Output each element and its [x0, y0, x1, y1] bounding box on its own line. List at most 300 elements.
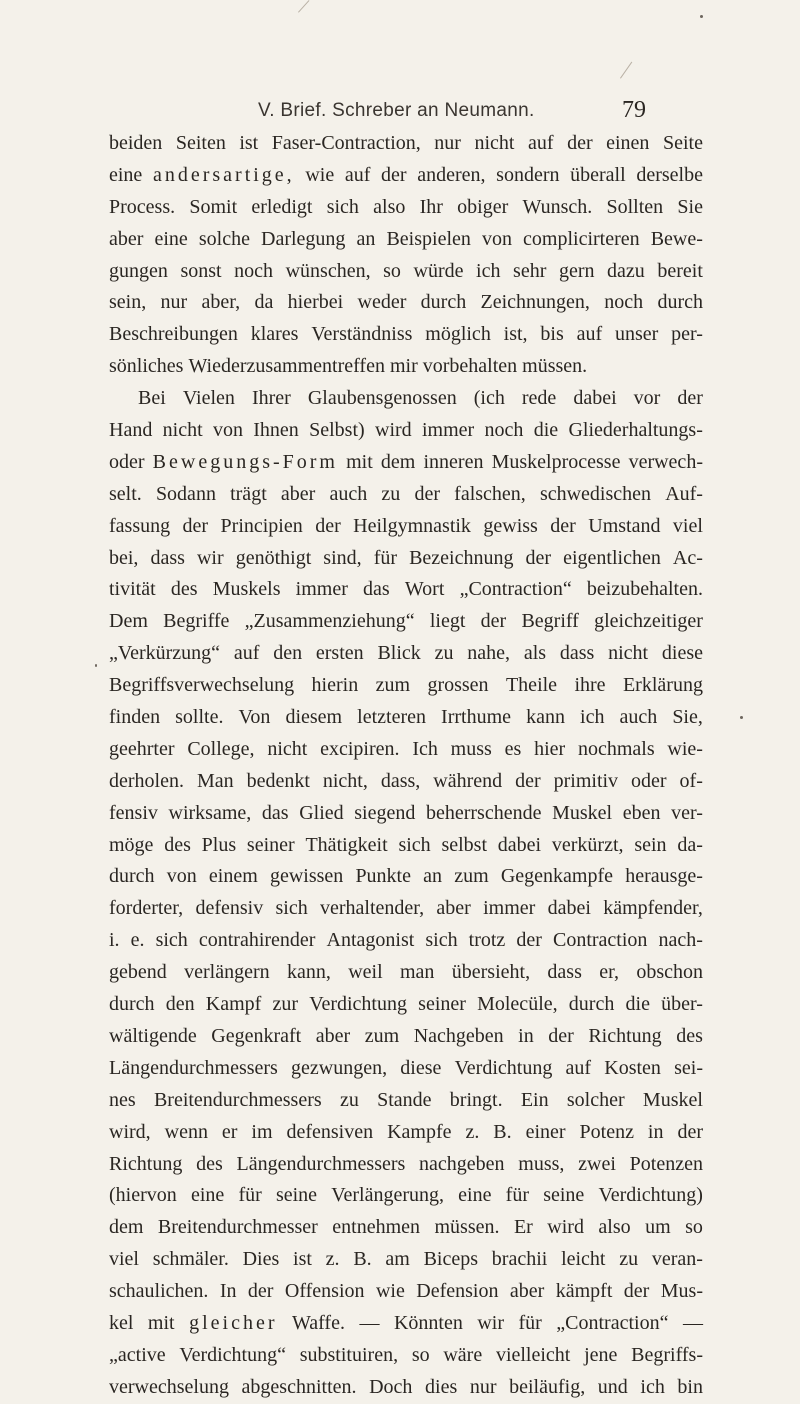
- word: seiner: [246, 833, 295, 856]
- word: dazu: [607, 259, 645, 282]
- word: Molecüle,: [477, 993, 558, 1016]
- word: Verständniss: [311, 323, 413, 346]
- word: B.: [493, 1120, 512, 1143]
- word: durch: [657, 291, 703, 314]
- word: nahe,: [467, 642, 511, 665]
- word: ist: [293, 1248, 312, 1271]
- word: verlängern: [184, 961, 270, 984]
- word: grossen: [427, 674, 489, 697]
- word: „Verkürzung“: [109, 642, 221, 665]
- word: hierbei: [287, 291, 344, 314]
- word: der: [623, 1280, 650, 1303]
- word: sind,: [323, 546, 362, 569]
- word: Potenzen: [629, 1152, 703, 1175]
- word: der: [515, 769, 541, 792]
- word: durch: [568, 993, 615, 1016]
- word: sönliches: [109, 355, 184, 378]
- word: forderter,: [109, 897, 184, 920]
- text-line: [109, 1053, 703, 1085]
- word: Theile: [505, 674, 558, 697]
- word: Wort: [404, 578, 445, 601]
- word: für: [238, 1184, 262, 1207]
- word: immer: [421, 419, 475, 442]
- word: Offension: [284, 1280, 365, 1303]
- word: als: [523, 642, 547, 665]
- word: bringt.: [449, 1088, 503, 1111]
- word: einem: [208, 865, 258, 888]
- word: liegt: [429, 610, 466, 633]
- word: dabei: [573, 387, 617, 410]
- word: aber: [280, 482, 316, 505]
- word: er: [221, 1120, 238, 1143]
- word: an: [423, 865, 443, 888]
- text-line: [109, 1276, 703, 1308]
- word: wäre: [443, 1343, 483, 1366]
- text-line: [109, 1340, 703, 1372]
- word: müssen.: [522, 355, 588, 378]
- word: Muskels: [212, 578, 281, 601]
- word: Verdichtung: [454, 1056, 553, 1079]
- word: muss,: [518, 1152, 565, 1175]
- word: einen: [606, 132, 650, 154]
- word: klares: [250, 323, 299, 346]
- text-line: [109, 734, 703, 766]
- word: (ich: [473, 387, 505, 410]
- word: es: [504, 737, 522, 760]
- word: zu: [619, 1248, 639, 1271]
- word: Hand: [109, 419, 153, 442]
- word: B.: [353, 1248, 372, 1271]
- word: of-: [679, 769, 703, 792]
- word: diese: [661, 642, 703, 665]
- word: in: [518, 1024, 534, 1047]
- word: der: [182, 514, 209, 537]
- word: nur: [160, 291, 188, 314]
- word: noch: [484, 419, 524, 442]
- word: Doch: [369, 1375, 413, 1398]
- word: Ihrer: [251, 387, 291, 410]
- word: zum: [454, 865, 489, 888]
- word: noch: [234, 259, 274, 282]
- word: sein: [634, 833, 667, 856]
- word: der: [677, 1120, 703, 1143]
- word: trotz: [468, 929, 506, 952]
- word: ihre: [574, 674, 606, 697]
- word: die: [625, 993, 650, 1016]
- word: das: [363, 578, 390, 601]
- word: nur: [469, 1375, 497, 1398]
- word: da: [254, 291, 274, 314]
- text-line: [109, 670, 703, 702]
- word: wie: [305, 163, 335, 186]
- word: Längendurchmessers: [109, 1056, 278, 1079]
- word: jene: [584, 1343, 618, 1366]
- word: seine: [543, 1184, 585, 1207]
- word: seiner: [418, 993, 466, 1016]
- word: man: [399, 961, 435, 984]
- word: Muskel: [642, 1088, 703, 1111]
- word: Irrthume: [441, 706, 512, 729]
- word: ich: [640, 1375, 665, 1398]
- word: auf: [576, 323, 603, 346]
- word: z.: [325, 1248, 340, 1271]
- text-line: [109, 1149, 703, 1181]
- word: durch: [420, 291, 467, 314]
- word: der: [677, 387, 703, 410]
- word: sich: [326, 195, 359, 218]
- word: Längendurchmessers: [236, 1152, 406, 1175]
- word: Seiten: [175, 132, 226, 154]
- word: i.: [109, 929, 120, 952]
- word: falschen,: [454, 482, 526, 505]
- text-line: [109, 447, 703, 479]
- word: Punkte: [355, 865, 411, 888]
- word: viel: [109, 1248, 139, 1271]
- word: das: [261, 801, 289, 824]
- word: verhaltender,: [319, 897, 425, 920]
- text-line: [109, 1372, 703, 1404]
- text-line: [109, 893, 703, 925]
- word: entnehmen: [332, 1216, 421, 1239]
- word: Muskel: [552, 801, 613, 824]
- text-line: [109, 1021, 703, 1053]
- word: obschon: [636, 961, 703, 984]
- word: e.: [130, 929, 145, 952]
- text-line: [109, 224, 703, 256]
- text-line: [109, 1085, 703, 1117]
- word: Vielen: [182, 387, 235, 410]
- word: dass: [547, 961, 582, 984]
- word: so: [685, 1216, 703, 1239]
- word: dass,: [380, 769, 421, 792]
- word: aber: [436, 897, 471, 920]
- word: von: [166, 865, 197, 888]
- word: Man: [196, 769, 234, 792]
- word: weder: [357, 291, 407, 314]
- pencil-mark: [298, 0, 309, 13]
- word: beizubehalten.: [586, 578, 703, 601]
- word: zum: [364, 1024, 400, 1047]
- word: beiden: [109, 132, 163, 154]
- word: Ihr: [419, 195, 443, 218]
- word: der: [525, 546, 552, 569]
- word: Bezeichnung: [409, 546, 514, 569]
- word: dabei: [547, 897, 591, 920]
- word: nur: [434, 132, 461, 154]
- word: selt.: [109, 482, 142, 505]
- word: obiger: [457, 195, 509, 218]
- word: genöthigt: [235, 546, 312, 569]
- word: eine: [154, 227, 188, 250]
- word: kämpft: [555, 1280, 613, 1303]
- word: nicht: [474, 132, 515, 154]
- word: den: [165, 993, 195, 1016]
- word: auf: [565, 1056, 592, 1079]
- word: Dem: [109, 610, 148, 633]
- word: dass: [559, 642, 595, 665]
- word: für: [518, 1311, 542, 1334]
- word: Gegenkampfe: [500, 865, 614, 888]
- word: den: [273, 642, 303, 665]
- word: „Zusammenziehung“: [244, 610, 415, 633]
- word: sehr: [513, 259, 547, 282]
- word: In: [219, 1280, 237, 1303]
- word: veran-: [651, 1248, 703, 1271]
- word: der: [315, 514, 341, 537]
- word: leicht: [561, 1248, 606, 1271]
- pencil-mark: [620, 62, 632, 79]
- word: gewissen: [269, 865, 344, 888]
- word: derselbe: [636, 163, 703, 186]
- word: tivität: [109, 578, 156, 601]
- word: nach-: [658, 929, 703, 952]
- word: müssen.: [434, 1216, 500, 1239]
- word: (hiervon: [109, 1184, 177, 1207]
- word: sein,: [109, 291, 147, 314]
- word: Ihnen: [253, 419, 299, 442]
- word: gungen: [109, 259, 168, 282]
- word: mit: [147, 1311, 175, 1334]
- word: complicirteren: [523, 227, 640, 250]
- word: selbst: [441, 833, 488, 856]
- word: Somit: [189, 195, 238, 218]
- word: verwech-: [628, 450, 703, 473]
- word: zu: [434, 642, 454, 665]
- word: schaulichen.: [109, 1280, 209, 1303]
- word: muss: [450, 737, 492, 760]
- word: Beschreibungen: [109, 323, 238, 346]
- text-line: [109, 1117, 703, 1149]
- word: würde: [413, 259, 464, 282]
- word: Darlegung: [261, 227, 346, 250]
- word: gebend: [109, 961, 167, 984]
- word: dies: [425, 1375, 458, 1398]
- word: Seite: [662, 132, 703, 154]
- word: bei,: [109, 546, 139, 569]
- word: des: [170, 578, 198, 601]
- word: Bewe-: [650, 227, 703, 250]
- word: Breitendurchmesser: [157, 1216, 318, 1239]
- word: dass: [150, 546, 185, 569]
- word: Breitendurchmessers: [153, 1088, 322, 1111]
- word: Faser-Contraction,: [271, 132, 421, 154]
- word: der: [550, 514, 576, 537]
- word: nicht: [267, 737, 308, 760]
- word: wünschen,: [285, 259, 371, 282]
- text-line: [109, 1212, 703, 1244]
- word: wird: [375, 419, 412, 442]
- word: wirksame,: [168, 801, 252, 824]
- text-line: [109, 415, 703, 447]
- paper-speck: [95, 664, 97, 667]
- word: Verdichtung: [309, 993, 407, 1016]
- word: überall: [570, 163, 626, 186]
- word: Muskelprocesse: [491, 450, 621, 473]
- text-line: [109, 989, 703, 1021]
- word: sei-: [674, 1056, 703, 1079]
- word: der: [567, 132, 593, 154]
- word: Umstand: [588, 514, 661, 537]
- word: sich: [425, 929, 458, 952]
- word: kann: [526, 706, 565, 729]
- word: wir: [477, 1311, 504, 1334]
- word: dabei: [497, 833, 542, 856]
- word: Defension: [416, 1280, 499, 1303]
- word: Richtung: [109, 1152, 183, 1175]
- word: trägt: [230, 482, 267, 505]
- text-line: [109, 319, 703, 351]
- word: ich: [580, 706, 605, 729]
- word: bereit: [657, 259, 703, 282]
- text-line: [109, 702, 703, 734]
- word: nachgeben: [419, 1152, 505, 1175]
- word: Richtung: [588, 1024, 662, 1047]
- word: kämpfender,: [603, 897, 703, 920]
- word: Principien: [220, 514, 303, 537]
- word: Contraction: [552, 929, 648, 952]
- word: oder: [631, 769, 667, 792]
- word: über-: [661, 993, 703, 1016]
- word: Glied: [299, 801, 344, 824]
- word: nochmals: [577, 737, 655, 760]
- word: um: [645, 1216, 671, 1239]
- word: Könnten: [393, 1311, 463, 1334]
- word: der: [414, 482, 440, 505]
- word: durch: [109, 993, 155, 1016]
- word: sich: [155, 929, 188, 952]
- word: „active: [109, 1343, 166, 1366]
- word: schwedischen: [539, 482, 652, 505]
- text-line: [109, 511, 703, 543]
- word: Bei: [138, 387, 166, 410]
- word: Antagonist: [326, 929, 415, 952]
- word: „Contraction“: [556, 1311, 669, 1334]
- word: substituiren,: [299, 1343, 399, 1366]
- word: rede: [521, 387, 557, 410]
- word: sondern: [496, 163, 560, 186]
- word: herausge-: [625, 865, 703, 888]
- word: die: [533, 419, 559, 442]
- word: noch: [604, 291, 644, 314]
- word: Verdichtung): [598, 1184, 703, 1207]
- word: eine: [109, 163, 143, 186]
- word: eigentlichen: [563, 546, 661, 569]
- word: der: [548, 1024, 574, 1047]
- text-line: [109, 543, 703, 575]
- word: contrahirender: [198, 929, 316, 952]
- word: Biceps: [423, 1248, 479, 1271]
- word: mir: [389, 355, 418, 378]
- word: Begriffs-: [631, 1343, 703, 1366]
- word: zum: [375, 674, 411, 697]
- text-line: [109, 925, 703, 957]
- word: Kampf: [205, 993, 262, 1016]
- word: Thätigkeit: [305, 833, 388, 856]
- word: Process.: [109, 195, 176, 218]
- word: dem: [109, 1216, 144, 1239]
- word: per-: [671, 323, 703, 346]
- word: finden: [109, 706, 161, 729]
- word: Plus: [201, 833, 237, 856]
- word: einer: [525, 1120, 566, 1143]
- word: des: [164, 833, 191, 856]
- word: unser: [614, 323, 659, 346]
- word: sonst: [180, 259, 222, 282]
- word: Potenz: [579, 1120, 634, 1143]
- word: aber,: [201, 291, 241, 314]
- word: excipiren.: [320, 737, 400, 760]
- word: „Contraction“: [459, 578, 572, 601]
- word: auch: [619, 706, 658, 729]
- text-line: [109, 606, 703, 638]
- page-number: 79: [622, 97, 646, 123]
- word: Verlängerung,: [331, 1184, 444, 1207]
- text-line: [109, 861, 703, 893]
- word: Zeichnungen,: [480, 291, 590, 314]
- word: Wiederzusammentreffen: [188, 355, 385, 378]
- word: andersartige,: [152, 163, 295, 186]
- word: hierin: [311, 674, 359, 697]
- word: mit: [346, 450, 373, 473]
- word: Begriff: [521, 610, 579, 633]
- word: eine: [458, 1184, 492, 1207]
- word: diesem: [285, 706, 343, 729]
- word: ver-: [671, 801, 703, 824]
- word: von: [212, 419, 243, 442]
- word: Stande: [377, 1088, 432, 1111]
- word: wird: [547, 1216, 584, 1239]
- word: wie-: [667, 737, 703, 760]
- word: schmäler.: [152, 1248, 229, 1271]
- word: am: [385, 1248, 410, 1271]
- word: bedenkt: [246, 769, 310, 792]
- text-line: [109, 192, 703, 224]
- word: an: [356, 227, 376, 250]
- word: übersieht,: [451, 961, 531, 984]
- word: diese: [400, 1056, 442, 1079]
- word: geehrter: [109, 737, 175, 760]
- text-line: [109, 287, 703, 319]
- word: Blick: [377, 642, 421, 665]
- word: wir: [196, 546, 224, 569]
- word: auf: [528, 132, 554, 154]
- word: des: [196, 1152, 223, 1175]
- word: verwechselung: [109, 1375, 229, 1398]
- word: oder: [109, 450, 145, 473]
- word: kel: [109, 1311, 134, 1334]
- word: defensiv: [195, 897, 264, 920]
- word: College,: [187, 737, 255, 760]
- text-line: [109, 638, 703, 670]
- word: derholen.: [109, 769, 184, 792]
- word: brachii: [491, 1248, 548, 1271]
- word: Sodann: [155, 482, 216, 505]
- word: inneren: [423, 450, 484, 473]
- word: Kampfe: [387, 1120, 452, 1143]
- text-line: [109, 351, 703, 383]
- word: Nachgeben: [413, 1024, 504, 1047]
- word: Ac-: [672, 546, 703, 569]
- word: da-: [677, 833, 703, 856]
- word: er,: [599, 961, 619, 984]
- word: vor: [633, 387, 661, 410]
- word: eine: [190, 1184, 225, 1207]
- word: aber: [109, 227, 144, 250]
- text-line: [109, 128, 703, 160]
- word: im: [251, 1120, 273, 1143]
- word: wird,: [109, 1120, 151, 1143]
- word: Verdichtung“: [179, 1343, 286, 1366]
